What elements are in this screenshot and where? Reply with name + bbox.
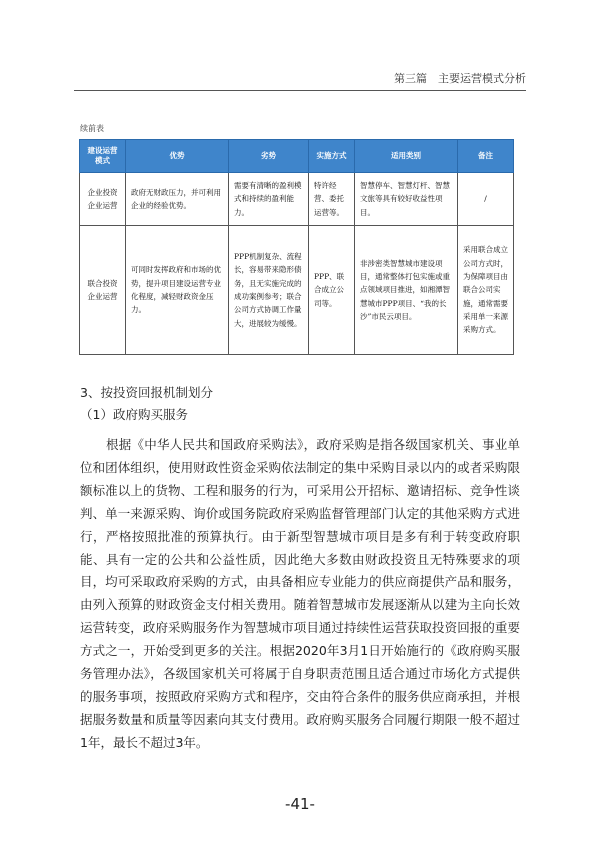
cell-mode: 联合投资企业运营 [80, 226, 126, 355]
column-header-advantage: 优势 [126, 140, 229, 173]
column-header-implementation: 实施方式 [309, 140, 355, 173]
table-row [80, 226, 514, 355]
cell-disadvantage: PPP机制复杂、流程长，容易带来隐形债务，且无实施完成的成功案例参考；联合公司方式协调工作量大，进展较为缓慢。 [229, 226, 309, 355]
table-row [80, 173, 514, 226]
cell-note: / [458, 173, 514, 226]
header-divider [74, 90, 526, 91]
cell-mode: 企业投资企业运营 [80, 173, 126, 226]
column-header-note: 备注 [458, 140, 514, 173]
operation-modes-table [79, 139, 514, 355]
table-header-row [80, 140, 514, 173]
cell-disadvantage: 需要有清晰的盈利模式和持续的盈利能力。 [229, 173, 309, 226]
subsection-heading: （1）政府购买服务 [80, 407, 188, 422]
table-continued-label: 续前表 [80, 124, 104, 133]
body-paragraph: 根据《中华人民共和国政府采购法》，政府采购是指各级国家机关、事业单位和团体组织，使用财政性资金采购依法制定的集中采购目录以内的或者采购限额标准以上的货物、工程和服务的行为，可采用公开招标、邀请招标、竞争性谈判、单一来源采购、询价或国务院政府采购监督管理部门认定的其他采购方式进行，严格按照批准的预算执行。由于新型智慧城市项目是多有利于转变政府职能、具有一定的公共和公益性质，因此绝大多数由财政投资且无特殊要求的项目，均可采取政府采购的方式，由具备相应专业能力的供应商提供产品和服务，由列入预算的财政资金支付相关费用。随着智慧城市发展逐渐从以建为主向长效运营转变，政府采购服务作为智慧城市项目通过持续性运营获取投资回报的重要方式之一，开始受到更多的关注。根据2020年3月1日开始施行的《政府购买服务管理办法》，各级国家机关可将属于自身职责范围且适合通过市场化方式提供的服务事项，按照政府采购方式和程序，交由符合条件的服务供应商承担，并根据服务数量和质量等因素向其支付费用。政府购买服务合同履行期限一般不超过1年，最长不超过3年。 [80, 437, 520, 750]
page-number: -41- [285, 795, 315, 813]
cell-implementation: 特许经营、委托运营等。 [309, 173, 355, 226]
cell-note: 采用联合成立公司方式时，为保障项目由联合公司实施，通常需要采用单一来源采购方式。 [458, 226, 514, 355]
column-header-disadvantage: 劣势 [229, 140, 309, 173]
cell-category: 智慧停车、智慧灯杆、智慧文旅等具有较好收益性项目。 [355, 173, 458, 226]
section-heading: 3、按投资回报机制划分 [80, 385, 213, 400]
cell-advantage: 政府无财政压力，并可利用企业的经验优势。 [126, 173, 229, 226]
cell-advantage: 可同时发挥政府和市场的优势，提升项目建设运营专业化程度，减轻财政资金压力。 [126, 226, 229, 355]
column-header-mode: 建设运营模式 [80, 140, 126, 173]
column-header-category: 适用类别 [355, 140, 458, 173]
cell-implementation: PPP、联合成立公司等。 [309, 226, 355, 355]
cell-category: 非涉密类智慧城市建设项目，通常整体打包实施或重点领域项目推进，如湘潭智慧城市PPP项目、“我的长沙”市民云项目。 [355, 226, 458, 355]
chapter-header: 第三篇 主要运营模式分析 [394, 72, 526, 85]
